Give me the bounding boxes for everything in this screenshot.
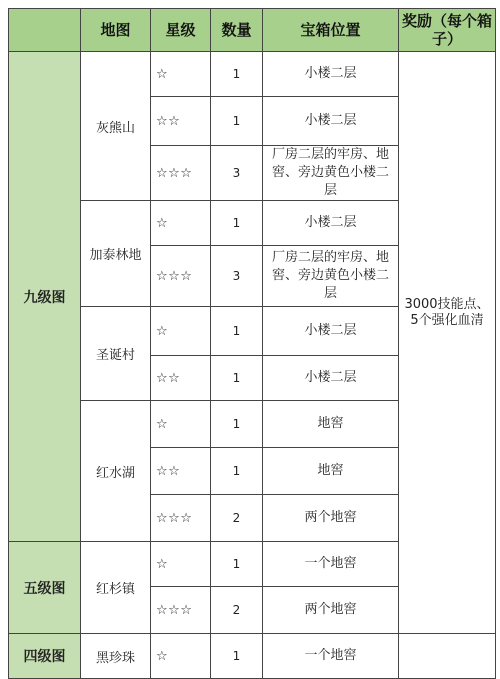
stars-cell: ☆ [151,634,211,679]
count-cell: 1 [211,401,263,448]
location-cell: 小楼二层 [263,52,399,97]
map-cell: 红杉镇 [81,542,151,634]
count-cell: 1 [211,97,263,146]
count-cell: 2 [211,587,263,634]
count-cell: 1 [211,52,263,97]
stars-cell: ☆☆☆ [151,246,211,307]
location-cell: 小楼二层 [263,356,399,401]
map-cell: 灰熊山 [81,52,151,201]
stars-cell: ☆☆ [151,448,211,495]
stars-cell: ☆☆ [151,356,211,401]
location-cell: 地窖 [263,448,399,495]
map-cell: 黑珍珠 [81,634,151,679]
location-cell: 两个地窖 [263,495,399,542]
header-location: 宝箱位置 [263,9,399,52]
stars-cell: ☆☆ [151,97,211,146]
stars-cell: ☆☆☆ [151,587,211,634]
stars-cell: ☆☆☆ [151,495,211,542]
stars-cell: ☆☆☆ [151,146,211,201]
count-cell: 1 [211,356,263,401]
location-cell: 一个地窖 [263,542,399,587]
stars-cell: ☆ [151,52,211,97]
location-cell: 一个地窖 [263,634,399,679]
header-stars: 星级 [151,9,211,52]
stars-cell: ☆ [151,401,211,448]
count-cell: 3 [211,246,263,307]
count-cell: 1 [211,201,263,246]
stars-cell: ☆ [151,201,211,246]
count-cell: 1 [211,307,263,356]
count-cell: 1 [211,634,263,679]
location-cell: 厂房二层的牢房、地窖、旁边黄色小楼二层 [263,246,399,307]
location-cell: 地窖 [263,401,399,448]
map-cell: 加泰林地 [81,201,151,307]
location-cell: 厂房二层的牢房、地窖、旁边黄色小楼二层 [263,146,399,201]
count-cell: 1 [211,542,263,587]
level-cell: 五级图 [9,542,81,634]
location-cell: 两个地窖 [263,587,399,634]
stars-cell: ☆ [151,307,211,356]
treasure-table [8,8,496,679]
location-cell: 小楼二层 [263,307,399,356]
count-cell: 1 [211,448,263,495]
location-cell: 小楼二层 [263,201,399,246]
table-row [9,52,496,97]
map-cell: 红水湖 [81,401,151,542]
reward-cell-empty [399,634,496,679]
header-reward: 奖励（每个箱子） [399,9,496,52]
count-cell: 3 [211,146,263,201]
reward-cell: 3000技能点、5个强化血清 [399,52,496,634]
location-cell: 小楼二层 [263,97,399,146]
header-map: 地图 [81,9,151,52]
table-row [9,634,496,679]
header-count: 数量 [211,9,263,52]
header-level [9,9,81,52]
level-cell: 九级图 [9,52,81,542]
header-row [9,9,496,52]
count-cell: 2 [211,495,263,542]
stars-cell: ☆ [151,542,211,587]
map-cell: 圣诞村 [81,307,151,401]
level-cell: 四级图 [9,634,81,679]
